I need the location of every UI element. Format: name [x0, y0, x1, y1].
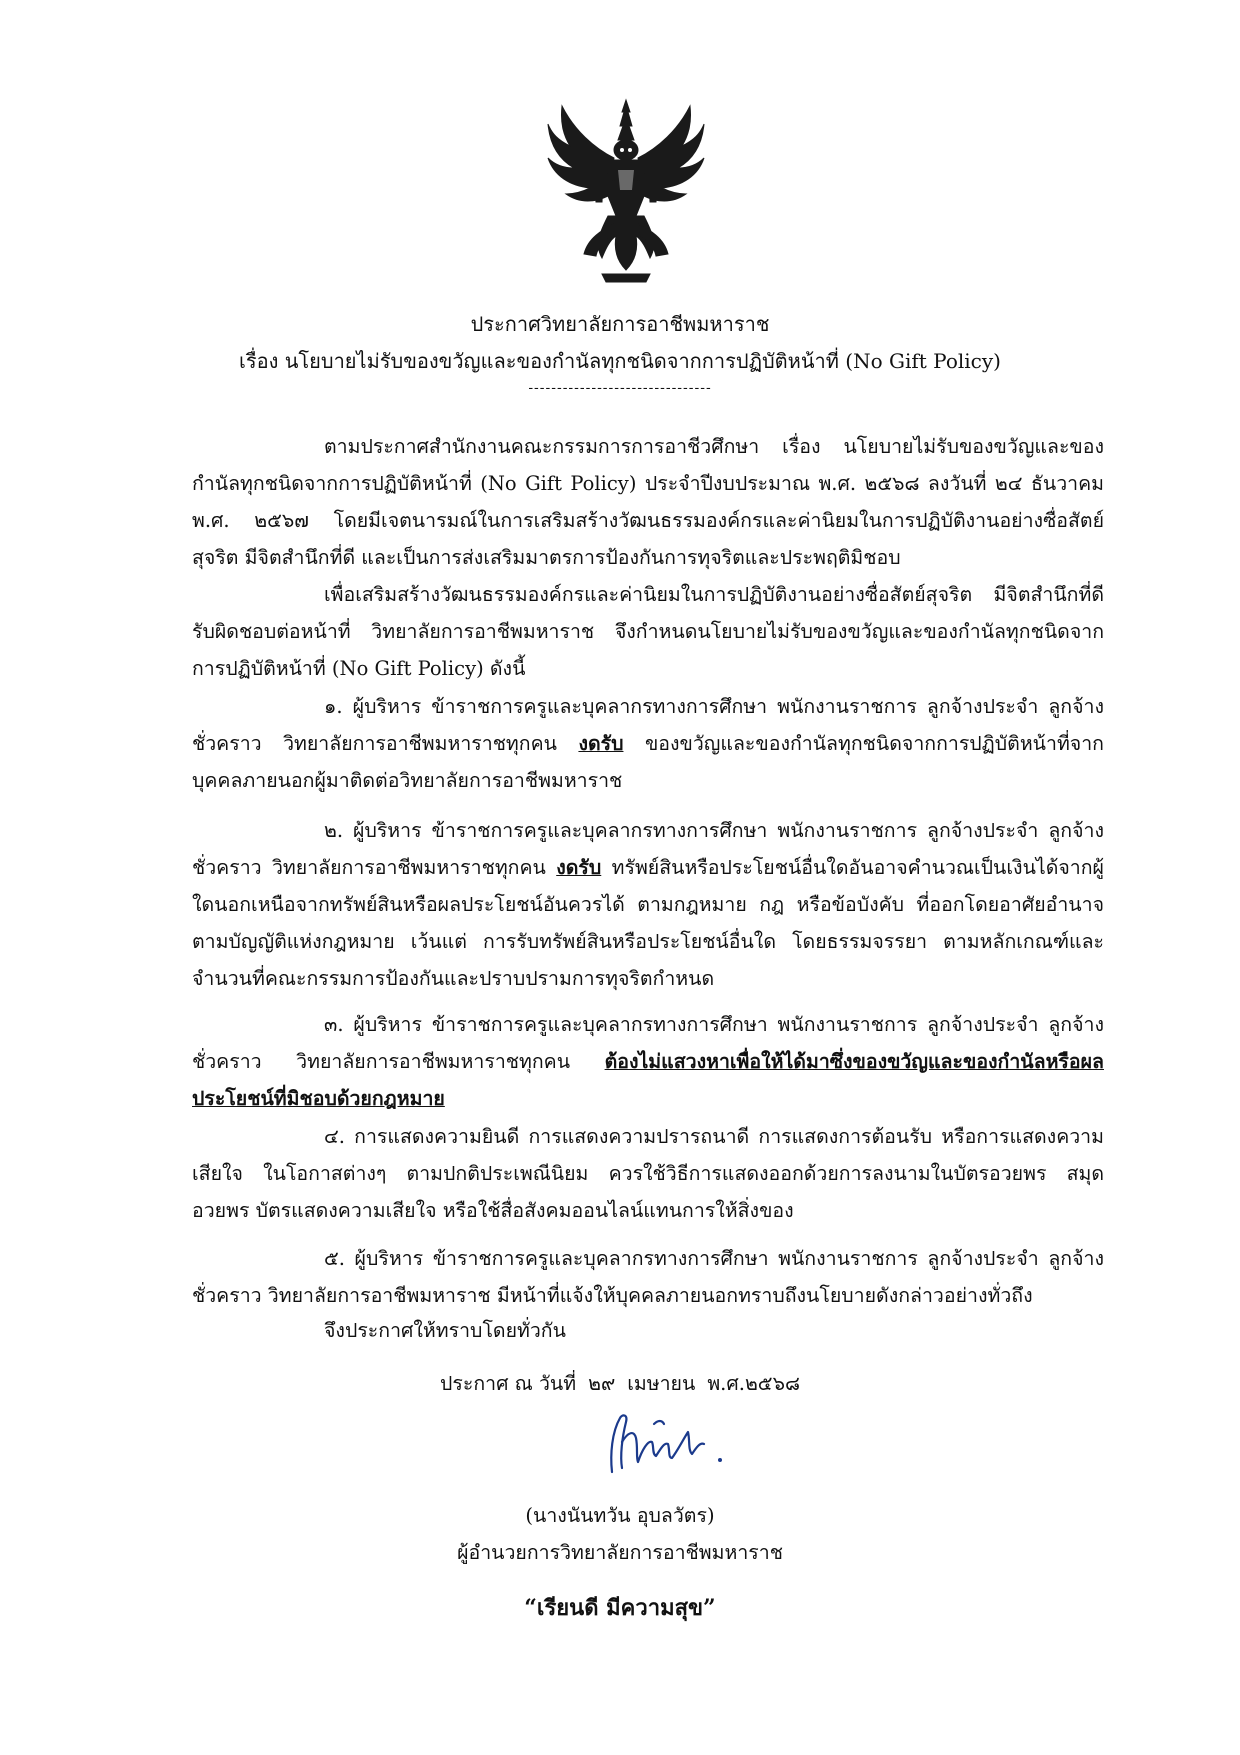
policy-item-3 — [192, 1006, 1104, 1117]
announcement-subject: เรื่อง นโยบายไม่รับของขวัญและของกำนัลทุกชนิดจากการปฏิบัติหน้าที่ (No Gift Policy) — [239, 349, 1001, 373]
handwritten-signature — [592, 1402, 732, 1486]
purpose-text: เพื่อเสริมสร้างวัฒนธรรมองค์กรและค่านิยมในการปฏิบัติงานอย่างซื่อสัตย์สุจริต มีจิตสำนึกที่ดี รับผิดชอบต่อหน้าที่ วิทยาลัยการอาชีพมหาราช จึงกำหนดนโยบายไม่รับของขวัญและของกำนัลทุกชนิดจากการปฏิบัติหน้าที่ (No Gift Policy) ดังนี้ — [192, 583, 1104, 680]
policy-item-4 — [192, 1118, 1104, 1229]
policy-item-1 — [192, 688, 1104, 799]
garuda-emblem-icon — [544, 98, 708, 286]
policy-item-2-lead: ๒. ผู้บริหาร ข้าราชการครูและบุคลากรทางการศึกษา พนักงานราชการ ลูกจ้างประจำ ลูกจ้างชั่วคราว วิทยาลัยการอาชีพมหาราชทุกคน — [192, 819, 1104, 879]
policy-item-3-text — [192, 1006, 1104, 1117]
date-year: พ.ศ.๒๕๖๘ — [707, 1372, 800, 1395]
intro-text: ตามประกาศสำนักงานคณะกรรมการการอาชีวศึกษา เรื่อง นโยบายไม่รับของขวัญและของกำนัลทุกชนิดจากการปฏิบัติหน้าที่ (No Gift Policy) ประจำปีงบประมาณ พ.ศ. ๒๕๖๘ ลงวันที่ ๒๔ ธันวาคม พ.ศ. ๒๕๖๗ โดยมีเจตนารมณ์ในการเสริมสร้างวัฒนธรรมองค์กรและค่านิยมในการปฏิบัติงานอย่างซื่อสัตย์สุจริต มีจิตสำนึกที่ดี และเป็นการส่งเสริมมาตรการป้องกันการทุจริตและประพฤติมิชอบ — [192, 435, 1104, 569]
announcement-date — [0, 1368, 1240, 1399]
closing-statement: จึงประกาศให้ทราบโดยทั่วกัน — [324, 1319, 566, 1342]
policy-item-1-text — [192, 688, 1104, 799]
policy-item-2-rest: ทรัพย์สินหรือประโยชน์อื่นใดอันอาจคำนวณเป็นเงินได้จากผู้ใดนอกเหนือจากทรัพย์สินหรือผลประโยชน์อันควรได้ ตามกฎหมาย กฎ หรือข้อบังคับ ที่ออกโดยอาศัยอำนาจตามบัญญัติแห่งกฎหมาย เว้นแต่ การรับทรัพย์สินหรือประโยชน์อื่นใด โดยธรรมจรรยา ตามหลักเกณฑ์และจำนวนที่คณะกรรมการป้องกันและปราบปรามการทุจริตกำหนด — [192, 856, 1104, 990]
policy-item-1-rest: ของขวัญและของกำนัลทุกชนิดจากการปฏิบัติหน้าที่จากบุคคลภายนอกผู้มาติดต่อวิทยาลัยการอาชีพมหาราช — [192, 732, 1104, 792]
date-day: ๒๙ — [588, 1372, 616, 1395]
policy-item-5-text: ๕. ผู้บริหาร ข้าราชการครูและบุคลากรทางการศึกษา พนักงานราชการ ลูกจ้างประจำ ลูกจ้างชั่วคราว วิทยาลัยการอาชีพมหาราช มีหน้าที่แจ้งให้บุคคลภายนอกทราบถึงนโยบายดังกล่าวอย่างทั่วถึง — [192, 1247, 1104, 1307]
date-month: เมษายน — [627, 1372, 696, 1395]
college-slogan: “เรียนดี มีความสุข” — [524, 1595, 716, 1621]
signer-position: ผู้อำนวยการวิทยาลัยการอาชีพมหาราช — [457, 1541, 783, 1564]
policy-item-3-lead: ๓. ผู้บริหาร ข้าราชการครูและบุคลากรทางการศึกษา พนักงานราชการ ลูกจ้างประจำ ลูกจ้างชั่วคราว วิทยาลัยการอาชีพมหาราชทุกคน — [192, 1013, 1104, 1073]
intro-paragraph — [192, 428, 1104, 576]
policy-item-4-text: ๔. การแสดงความยินดี การแสดงความปรารถนาดี การแสดงการต้อนรับ หรือการแสดงความเสียใจ ในโอกาสต่างๆ ตามปกติประเพณีนิยม ควรใช้วิธีการแสดงออกด้วยการลงนามในบัตรอวยพร สมุดอวยพร บัตรแสดงความเสียใจ หรือใช้สื่อสังคมออนไลน์แทนการให้สิ่งของ — [192, 1125, 1104, 1222]
policy-item-2-text — [192, 812, 1104, 997]
policy-item-2-emphasis: งดรับ — [556, 856, 602, 879]
policy-item-3-emphasis: ต้องไม่แสวงหาเพื่อให้ได้มาซึ่งของขวัญและของกำนัลหรือผลประโยชน์ที่มิชอบด้วยกฎหมาย — [192, 1050, 1104, 1110]
signer-name: (นางนันทวัน อุบลวัตร) — [525, 1504, 715, 1527]
policy-item-1-emphasis: งดรับ — [578, 732, 624, 755]
policy-item-5 — [192, 1240, 1104, 1314]
policy-item-1-lead: ๑. ผู้บริหาร ข้าราชการครูและบุคลากรทางการศึกษา พนักงานราชการ ลูกจ้างประจำ ลูกจ้างชั่วคราว วิทยาลัยการอาชีพมหาราชทุกคน — [192, 695, 1104, 755]
date-prefix: ประกาศ ณ วันที่ — [440, 1372, 577, 1395]
title-separator: -------------------------------- — [528, 380, 712, 396]
purpose-paragraph — [192, 576, 1104, 687]
announcement-title: ประกาศวิทยาลัยการอาชีพมหาราช — [470, 312, 770, 336]
policy-item-2 — [192, 812, 1104, 997]
